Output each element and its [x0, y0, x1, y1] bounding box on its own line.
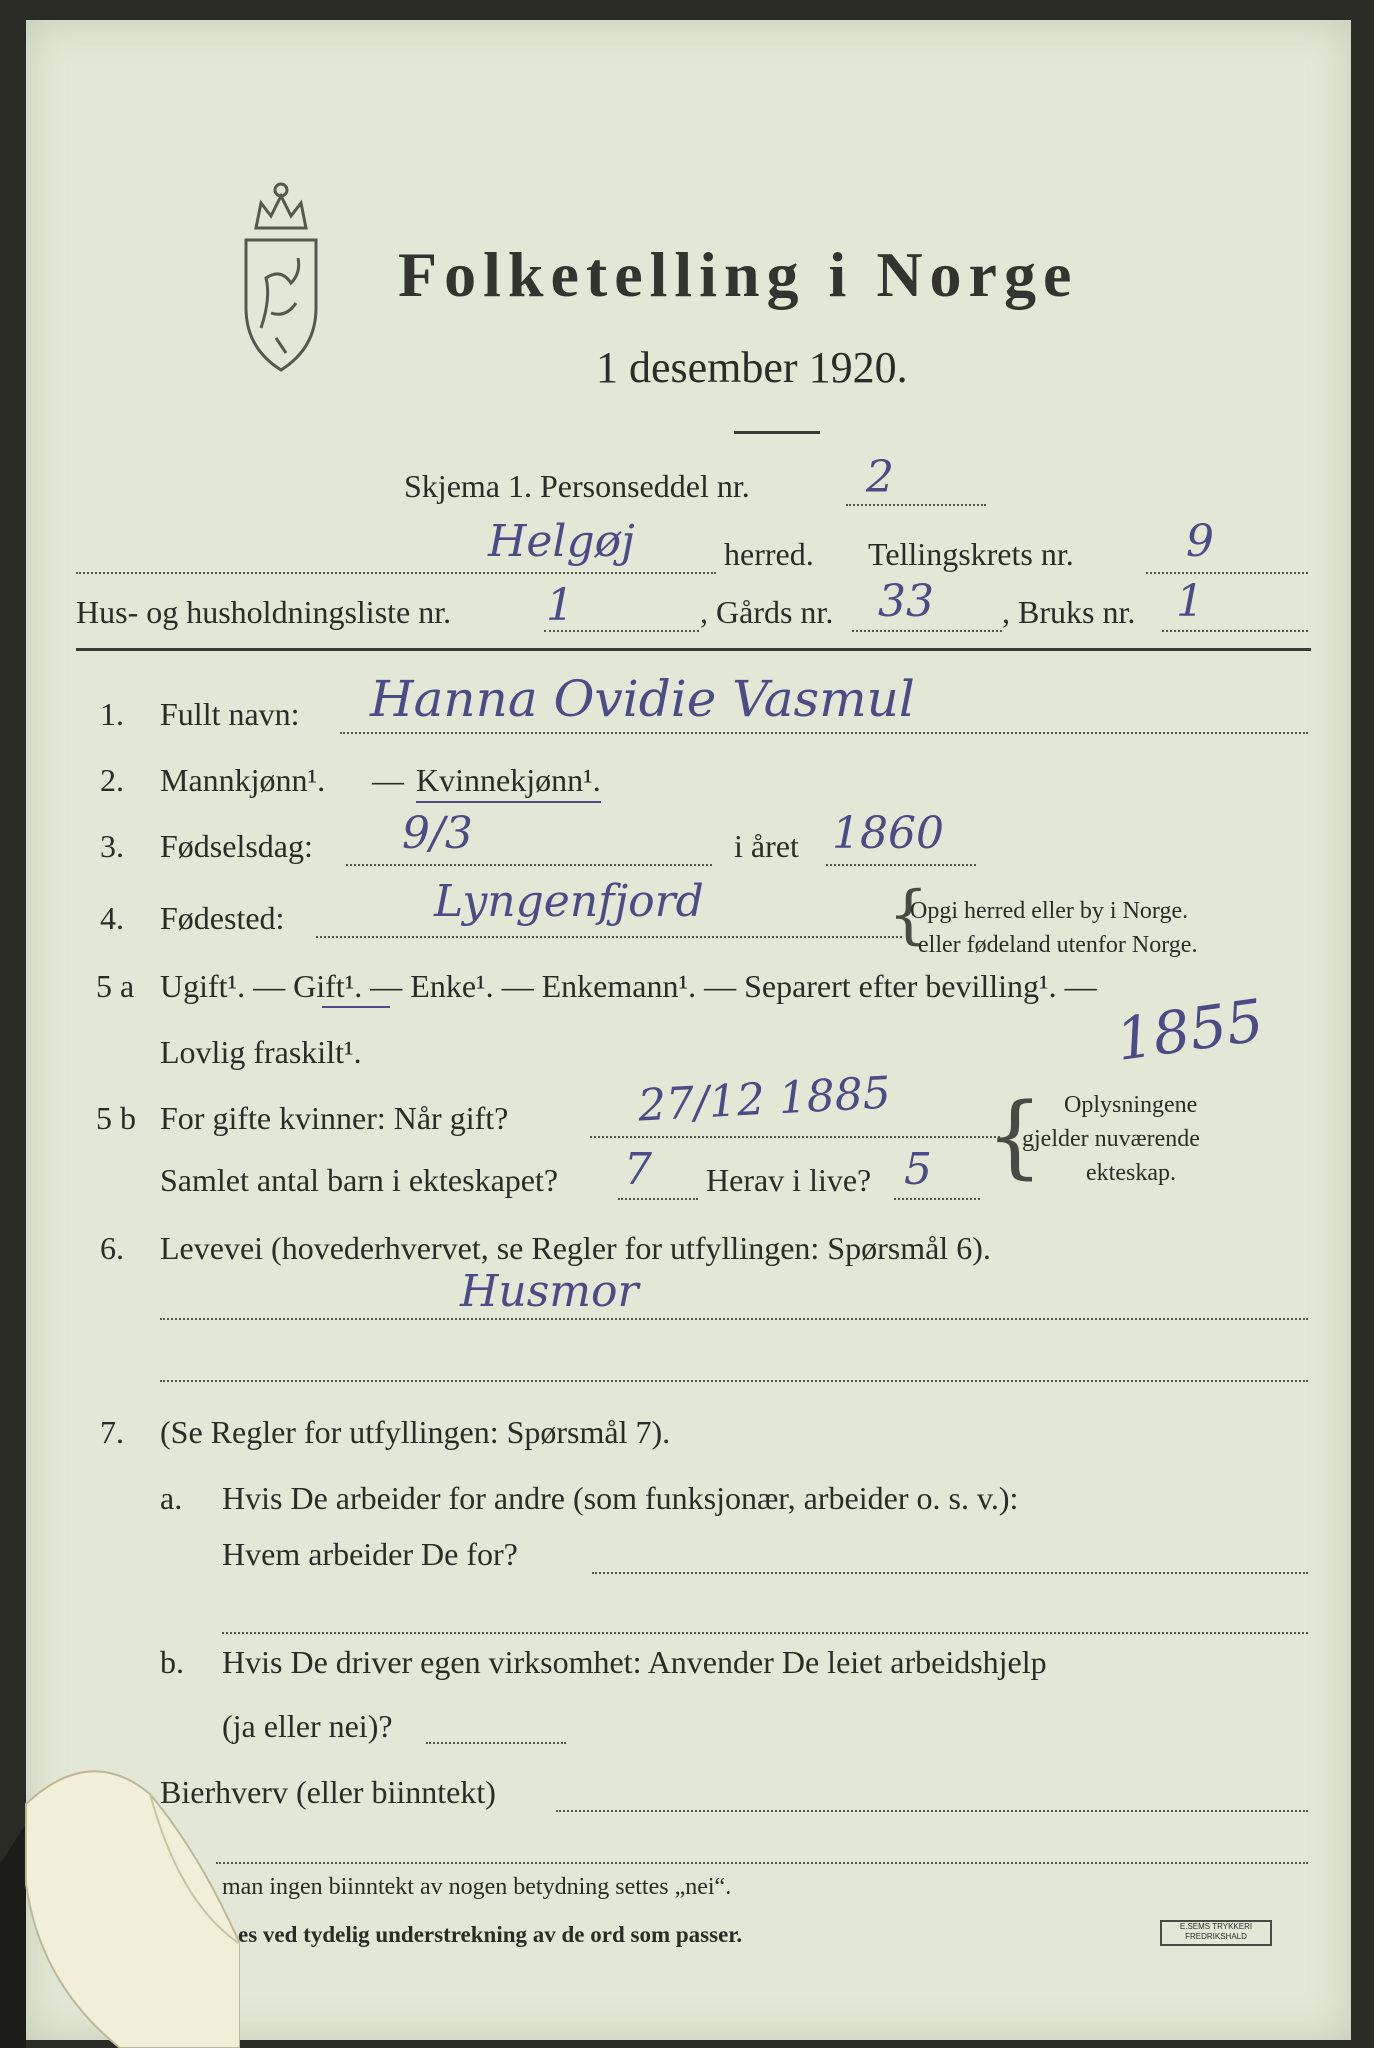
q1-number: 1.: [100, 696, 124, 732]
form-date: 1 desember 1920.: [596, 343, 908, 392]
q6-value[interactable]: Husmor: [460, 1266, 639, 1317]
q8-field-line: [556, 1810, 1308, 1812]
q4-value[interactable]: Lyngenfjord: [434, 876, 704, 927]
folded-corner: [0, 1744, 240, 2048]
q4-field-line: [316, 936, 902, 938]
bruks-label: , Bruks nr.: [1002, 594, 1136, 630]
bruks-value[interactable]: 1: [1176, 576, 1204, 627]
q7b-text: Hvis De driver egen virksomhet: Anvender De leiet arbeidshjelp: [222, 1644, 1047, 1680]
tellingskrets-label: Tellingskrets nr.: [868, 536, 1074, 572]
footer-note-2: es ved tydelig understrekning av de ord som passer.: [238, 1922, 743, 1947]
q2-separator: —: [372, 762, 404, 798]
herred-label: herred.: [724, 536, 814, 572]
q6-field-line-2: [160, 1380, 1308, 1382]
q5b-number: 5 b: [96, 1100, 136, 1136]
q5a-gift-underline: [322, 1006, 390, 1008]
herred-field-line: [76, 572, 716, 574]
q3-year-field-line: [826, 864, 976, 866]
q5b-children-field-line: [618, 1198, 698, 1200]
q5b-alive-value[interactable]: 5: [904, 1144, 932, 1195]
hus-label: Hus- og husholdningsliste nr.: [76, 594, 452, 630]
q5b-children-label: Samlet antal barn i ekteskapet?: [160, 1162, 559, 1198]
q5b-alive-field-line: [894, 1198, 980, 1200]
q5b-children-value[interactable]: 7: [624, 1144, 652, 1195]
q5b-brace: {: [986, 1084, 1044, 1189]
q5a-margin-note: 1855: [1111, 986, 1268, 1074]
q7b-field-line: [426, 1742, 566, 1744]
q4-note-2: eller fødeland utenfor Norge.: [918, 932, 1198, 958]
schema-label: Skjema 1. Personseddel nr.: [404, 468, 750, 504]
gards-label: , Gårds nr.: [700, 594, 834, 630]
gards-field-line: [852, 630, 1002, 632]
title-divider: [734, 431, 820, 434]
q5b-field-line: [590, 1136, 1000, 1138]
q2-option-female[interactable]: Kvinnekjønn¹.: [416, 762, 601, 803]
q7a-letter: a.: [160, 1480, 183, 1516]
q5a-options[interactable]: Ugift¹. — Gift¹. — Enke¹. — Enkemann¹. — Separert efter bevilling¹. —: [160, 968, 1097, 1004]
q5b-note-1: Oplysningene: [1064, 1092, 1198, 1118]
q4-number: 4.: [100, 900, 124, 936]
header-rule: [76, 648, 1311, 651]
q5b-note-3: ekteskap.: [1086, 1160, 1176, 1186]
gards-value[interactable]: 33: [878, 576, 934, 627]
schema-field-line: [846, 504, 986, 506]
hus-value[interactable]: 1: [546, 580, 574, 631]
q7a-field-line-2: [222, 1632, 1308, 1634]
herred-value[interactable]: Helgøj: [488, 516, 635, 567]
q5b-alive-label: Herav i live?: [706, 1162, 872, 1198]
q3-value[interactable]: 9/3: [402, 808, 473, 859]
q8-label: Bierhverv (eller biinntekt): [160, 1774, 496, 1810]
q7a-question: Hvem arbeider De for?: [222, 1536, 518, 1572]
q4-brace: {: [888, 878, 929, 952]
schema-value[interactable]: 2: [866, 452, 894, 503]
q6-label: Levevei (hovederhvervet, se Regler for utfyllingen: Spørsmål 6).: [160, 1230, 991, 1266]
q7a-field-line: [592, 1572, 1308, 1574]
q5b-label: For gifte kvinner: Når gift?: [160, 1100, 509, 1136]
q3-label: Fødselsdag:: [160, 828, 313, 864]
q6-field-line-1: [160, 1318, 1308, 1320]
q2-number: 2.: [100, 762, 124, 798]
q2-option-male[interactable]: Mannkjønn¹.: [160, 762, 326, 798]
q5b-value[interactable]: 27/12 1885: [636, 1067, 892, 1132]
bruks-field-line: [1162, 630, 1308, 632]
tellingskrets-field-line: [1146, 572, 1308, 574]
q5a-number: 5 a: [96, 968, 135, 1004]
q8-field-line-2: [216, 1862, 1308, 1864]
q5a-options-2[interactable]: Lovlig fraskilt¹.: [160, 1034, 362, 1070]
q7-number: 7.: [100, 1414, 124, 1450]
printer-stamp: E.SEMS TRYKKERI FREDRIKSHALD: [1160, 1920, 1272, 1946]
q4-label: Fødested:: [160, 900, 285, 936]
q5b-note-2: gjelder nuværende: [1022, 1126, 1200, 1152]
q7b-letter: b.: [160, 1644, 184, 1680]
q7-label: (Se Regler for utfyllingen: Spørsmål 7).: [160, 1414, 671, 1450]
q3-number: 3.: [100, 828, 124, 864]
form-title: Folketelling i Norge: [398, 239, 1079, 310]
q6-number: 6.: [100, 1230, 124, 1266]
tellingskrets-value[interactable]: 9: [1186, 516, 1214, 567]
q1-field-line: [340, 732, 1308, 734]
census-form-sheet: [26, 20, 1351, 2040]
q4-note-1: Opgi herred eller by i Norge.: [910, 898, 1189, 924]
q1-label: Fullt navn:: [160, 696, 300, 732]
q7b-question: (ja eller nei)?: [222, 1708, 393, 1744]
footer-note-1: man ingen biinntekt av nogen betydning settes „nei“.: [222, 1874, 732, 1900]
q7a-text: Hvis De arbeider for andre (som funksjonær, arbeider o. s. v.):: [222, 1480, 1019, 1516]
coat-of-arms-icon: [226, 178, 336, 378]
q3-year-value[interactable]: 1860: [832, 808, 944, 859]
q1-value[interactable]: Hanna Ovidie Vasmul: [370, 670, 915, 728]
q3-year-label: i året: [734, 828, 799, 864]
q3-field-line: [346, 864, 712, 866]
